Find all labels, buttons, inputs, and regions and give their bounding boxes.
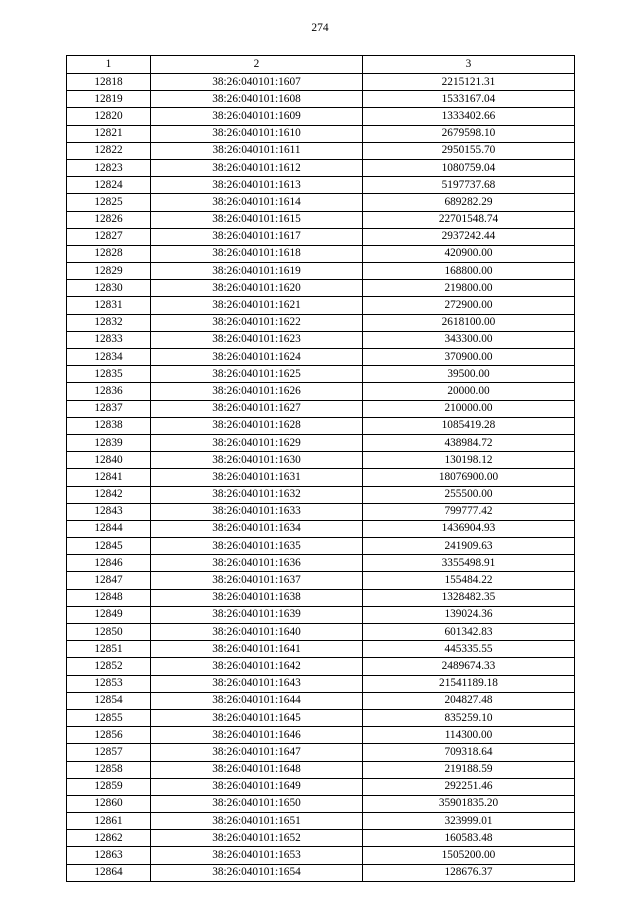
table-row (67, 108, 575, 125)
table-cell: 12842 (67, 486, 151, 503)
table-cell: 12818 (67, 74, 151, 91)
table-cell: 12829 (67, 263, 151, 280)
table-cell: 601342.83 (363, 624, 575, 641)
table-cell: 12824 (67, 177, 151, 194)
table-cell: 255500.00 (363, 486, 575, 503)
table-row (67, 641, 575, 658)
table-cell: 38:26:040101:1607 (151, 74, 363, 91)
table-cell: 38:26:040101:1651 (151, 813, 363, 830)
table-cell: 12840 (67, 452, 151, 469)
table-cell: 12821 (67, 125, 151, 142)
table-cell: 445335.55 (363, 641, 575, 658)
table-body (67, 74, 575, 882)
table-row (67, 434, 575, 451)
table-cell: 38:26:040101:1652 (151, 830, 363, 847)
table-row (67, 606, 575, 623)
table-cell: 323999.01 (363, 813, 575, 830)
table-cell: 38:26:040101:1624 (151, 349, 363, 366)
table-cell: 22701548.74 (363, 211, 575, 228)
table-cell: 38:26:040101:1650 (151, 795, 363, 812)
table-cell: 38:26:040101:1611 (151, 142, 363, 159)
table-cell: 38:26:040101:1621 (151, 297, 363, 314)
table-cell: 204827.48 (363, 692, 575, 709)
table-cell: 241909.63 (363, 538, 575, 555)
table-cell: 114300.00 (363, 727, 575, 744)
table-cell: 38:26:040101:1610 (151, 125, 363, 142)
table-row (67, 795, 575, 812)
table-cell: 38:26:040101:1608 (151, 91, 363, 108)
column-header-3: 3 (363, 56, 575, 74)
table-cell: 12826 (67, 211, 151, 228)
table-cell: 38:26:040101:1626 (151, 383, 363, 400)
table-cell: 35901835.20 (363, 795, 575, 812)
table-row (67, 194, 575, 211)
table-row (67, 142, 575, 159)
table-cell: 38:26:040101:1623 (151, 331, 363, 348)
table-cell: 38:26:040101:1627 (151, 400, 363, 417)
table-cell: 1085419.28 (363, 417, 575, 434)
table-cell: 420900.00 (363, 245, 575, 262)
table-row (67, 538, 575, 555)
table-row (67, 589, 575, 606)
table-cell: 38:26:040101:1630 (151, 452, 363, 469)
table-cell: 12844 (67, 520, 151, 537)
table-cell: 12861 (67, 813, 151, 830)
table-cell: 2215121.31 (363, 74, 575, 91)
table-cell: 38:26:040101:1636 (151, 555, 363, 572)
table-cell: 12822 (67, 142, 151, 159)
table-cell: 38:26:040101:1635 (151, 538, 363, 555)
table-cell: 12833 (67, 331, 151, 348)
table-row (67, 452, 575, 469)
column-header-2: 2 (151, 56, 363, 74)
table-row (67, 847, 575, 864)
table-cell: 12859 (67, 778, 151, 795)
table-cell: 38:26:040101:1609 (151, 108, 363, 125)
table-cell: 38:26:040101:1647 (151, 744, 363, 761)
table-cell: 12845 (67, 538, 151, 555)
table-row (67, 263, 575, 280)
table-cell: 155484.22 (363, 572, 575, 589)
table-cell: 1328482.35 (363, 589, 575, 606)
table-row (67, 778, 575, 795)
table-cell: 38:26:040101:1643 (151, 675, 363, 692)
table-cell: 38:26:040101:1613 (151, 177, 363, 194)
table-cell: 12838 (67, 417, 151, 434)
table-cell: 12836 (67, 383, 151, 400)
table-row (67, 692, 575, 709)
table-cell: 18076900.00 (363, 469, 575, 486)
table-cell: 12819 (67, 91, 151, 108)
table-cell: 38:26:040101:1620 (151, 280, 363, 297)
table-cell: 689282.29 (363, 194, 575, 211)
table-row (67, 91, 575, 108)
table-cell: 38:26:040101:1637 (151, 572, 363, 589)
table-cell: 12831 (67, 297, 151, 314)
table-row (67, 400, 575, 417)
table-row (67, 503, 575, 520)
table-cell: 12827 (67, 228, 151, 245)
table-cell: 38:26:040101:1644 (151, 692, 363, 709)
table-cell: 370900.00 (363, 349, 575, 366)
table-cell: 168800.00 (363, 263, 575, 280)
cadastral-values-table (66, 55, 575, 882)
table-row (67, 314, 575, 331)
table-cell: 130198.12 (363, 452, 575, 469)
table-cell: 160583.48 (363, 830, 575, 847)
table-cell: 12854 (67, 692, 151, 709)
table-row (67, 331, 575, 348)
table-cell: 12849 (67, 606, 151, 623)
table-cell: 38:26:040101:1640 (151, 624, 363, 641)
table-row (67, 830, 575, 847)
table-cell: 38:26:040101:1615 (151, 211, 363, 228)
table-cell: 12834 (67, 349, 151, 366)
table-header (67, 56, 575, 74)
column-header-1: 1 (67, 56, 151, 74)
table-cell: 38:26:040101:1612 (151, 159, 363, 176)
table-cell: 39500.00 (363, 366, 575, 383)
table-cell: 12843 (67, 503, 151, 520)
table-cell: 38:26:040101:1618 (151, 245, 363, 262)
table-cell: 12848 (67, 589, 151, 606)
table-cell: 20000.00 (363, 383, 575, 400)
table-row (67, 417, 575, 434)
table-row (67, 366, 575, 383)
table-row (67, 280, 575, 297)
table-cell: 38:26:040101:1625 (151, 366, 363, 383)
table-cell: 12825 (67, 194, 151, 211)
table-row (67, 520, 575, 537)
table-cell: 38:26:040101:1631 (151, 469, 363, 486)
table-cell: 12830 (67, 280, 151, 297)
table-cell: 799777.42 (363, 503, 575, 520)
table-cell: 292251.46 (363, 778, 575, 795)
table-row (67, 864, 575, 881)
table-cell: 38:26:040101:1633 (151, 503, 363, 520)
table-cell: 38:26:040101:1629 (151, 434, 363, 451)
table-cell: 38:26:040101:1614 (151, 194, 363, 211)
table-row (67, 486, 575, 503)
table-cell: 2618100.00 (363, 314, 575, 331)
table-cell: 1505200.00 (363, 847, 575, 864)
table-row (67, 228, 575, 245)
table-cell: 12841 (67, 469, 151, 486)
table-row (67, 297, 575, 314)
table-cell: 139024.36 (363, 606, 575, 623)
table-row (67, 159, 575, 176)
table-cell: 210000.00 (363, 400, 575, 417)
table-cell: 12864 (67, 864, 151, 881)
table-row (67, 555, 575, 572)
table-row (67, 125, 575, 142)
table-cell: 12857 (67, 744, 151, 761)
table-cell: 12850 (67, 624, 151, 641)
cadastral-values-table-container (66, 55, 574, 882)
table-cell: 12837 (67, 400, 151, 417)
table-cell: 2489674.33 (363, 658, 575, 675)
table-row (67, 727, 575, 744)
table-cell: 12862 (67, 830, 151, 847)
page-number: 274 (311, 22, 329, 34)
table-cell: 3355498.91 (363, 555, 575, 572)
table-cell: 2937242.44 (363, 228, 575, 245)
table-cell: 38:26:040101:1632 (151, 486, 363, 503)
table-cell: 38:26:040101:1639 (151, 606, 363, 623)
table-row (67, 761, 575, 778)
table-row (67, 469, 575, 486)
table-row (67, 624, 575, 641)
table-cell: 38:26:040101:1638 (151, 589, 363, 606)
table-cell: 38:26:040101:1634 (151, 520, 363, 537)
table-cell: 12851 (67, 641, 151, 658)
table-cell: 438984.72 (363, 434, 575, 451)
table-cell: 709318.64 (363, 744, 575, 761)
table-row (67, 675, 575, 692)
table-cell: 38:26:040101:1646 (151, 727, 363, 744)
table-row (67, 177, 575, 194)
table-cell: 12860 (67, 795, 151, 812)
table-cell: 12828 (67, 245, 151, 262)
table-cell: 5197737.68 (363, 177, 575, 194)
table-cell: 21541189.18 (363, 675, 575, 692)
table-cell: 12863 (67, 847, 151, 864)
table-cell: 12856 (67, 727, 151, 744)
table-cell: 12853 (67, 675, 151, 692)
table-cell: 12835 (67, 366, 151, 383)
table-cell: 219188.59 (363, 761, 575, 778)
table-cell: 38:26:040101:1653 (151, 847, 363, 864)
table-row (67, 744, 575, 761)
table-cell: 38:26:040101:1642 (151, 658, 363, 675)
table-row (67, 813, 575, 830)
table-cell: 38:26:040101:1617 (151, 228, 363, 245)
table-cell: 12852 (67, 658, 151, 675)
table-cell: 1533167.04 (363, 91, 575, 108)
table-row (67, 658, 575, 675)
table-cell: 128676.37 (363, 864, 575, 881)
table-cell: 38:26:040101:1645 (151, 709, 363, 726)
table-cell: 1333402.66 (363, 108, 575, 125)
table-cell: 343300.00 (363, 331, 575, 348)
table-cell: 12847 (67, 572, 151, 589)
table-cell: 219800.00 (363, 280, 575, 297)
table-cell: 12839 (67, 434, 151, 451)
table-row (67, 211, 575, 228)
table-row (67, 245, 575, 262)
table-cell: 12846 (67, 555, 151, 572)
table-cell: 1436904.93 (363, 520, 575, 537)
table-cell: 2679598.10 (363, 125, 575, 142)
table-cell: 38:26:040101:1648 (151, 761, 363, 778)
table-row (67, 709, 575, 726)
table-cell: 12823 (67, 159, 151, 176)
table-cell: 38:26:040101:1641 (151, 641, 363, 658)
table-cell: 38:26:040101:1622 (151, 314, 363, 331)
table-cell: 38:26:040101:1628 (151, 417, 363, 434)
table-cell: 2950155.70 (363, 142, 575, 159)
table-cell: 38:26:040101:1649 (151, 778, 363, 795)
table-cell: 12832 (67, 314, 151, 331)
table-row (67, 349, 575, 366)
table-cell: 1080759.04 (363, 159, 575, 176)
table-header-row (67, 56, 575, 74)
table-cell: 835259.10 (363, 709, 575, 726)
table-cell: 38:26:040101:1654 (151, 864, 363, 881)
table-cell: 272900.00 (363, 297, 575, 314)
table-cell: 12820 (67, 108, 151, 125)
table-cell: 12855 (67, 709, 151, 726)
table-cell: 38:26:040101:1619 (151, 263, 363, 280)
table-row (67, 383, 575, 400)
table-row (67, 74, 575, 91)
table-row (67, 572, 575, 589)
table-cell: 12858 (67, 761, 151, 778)
